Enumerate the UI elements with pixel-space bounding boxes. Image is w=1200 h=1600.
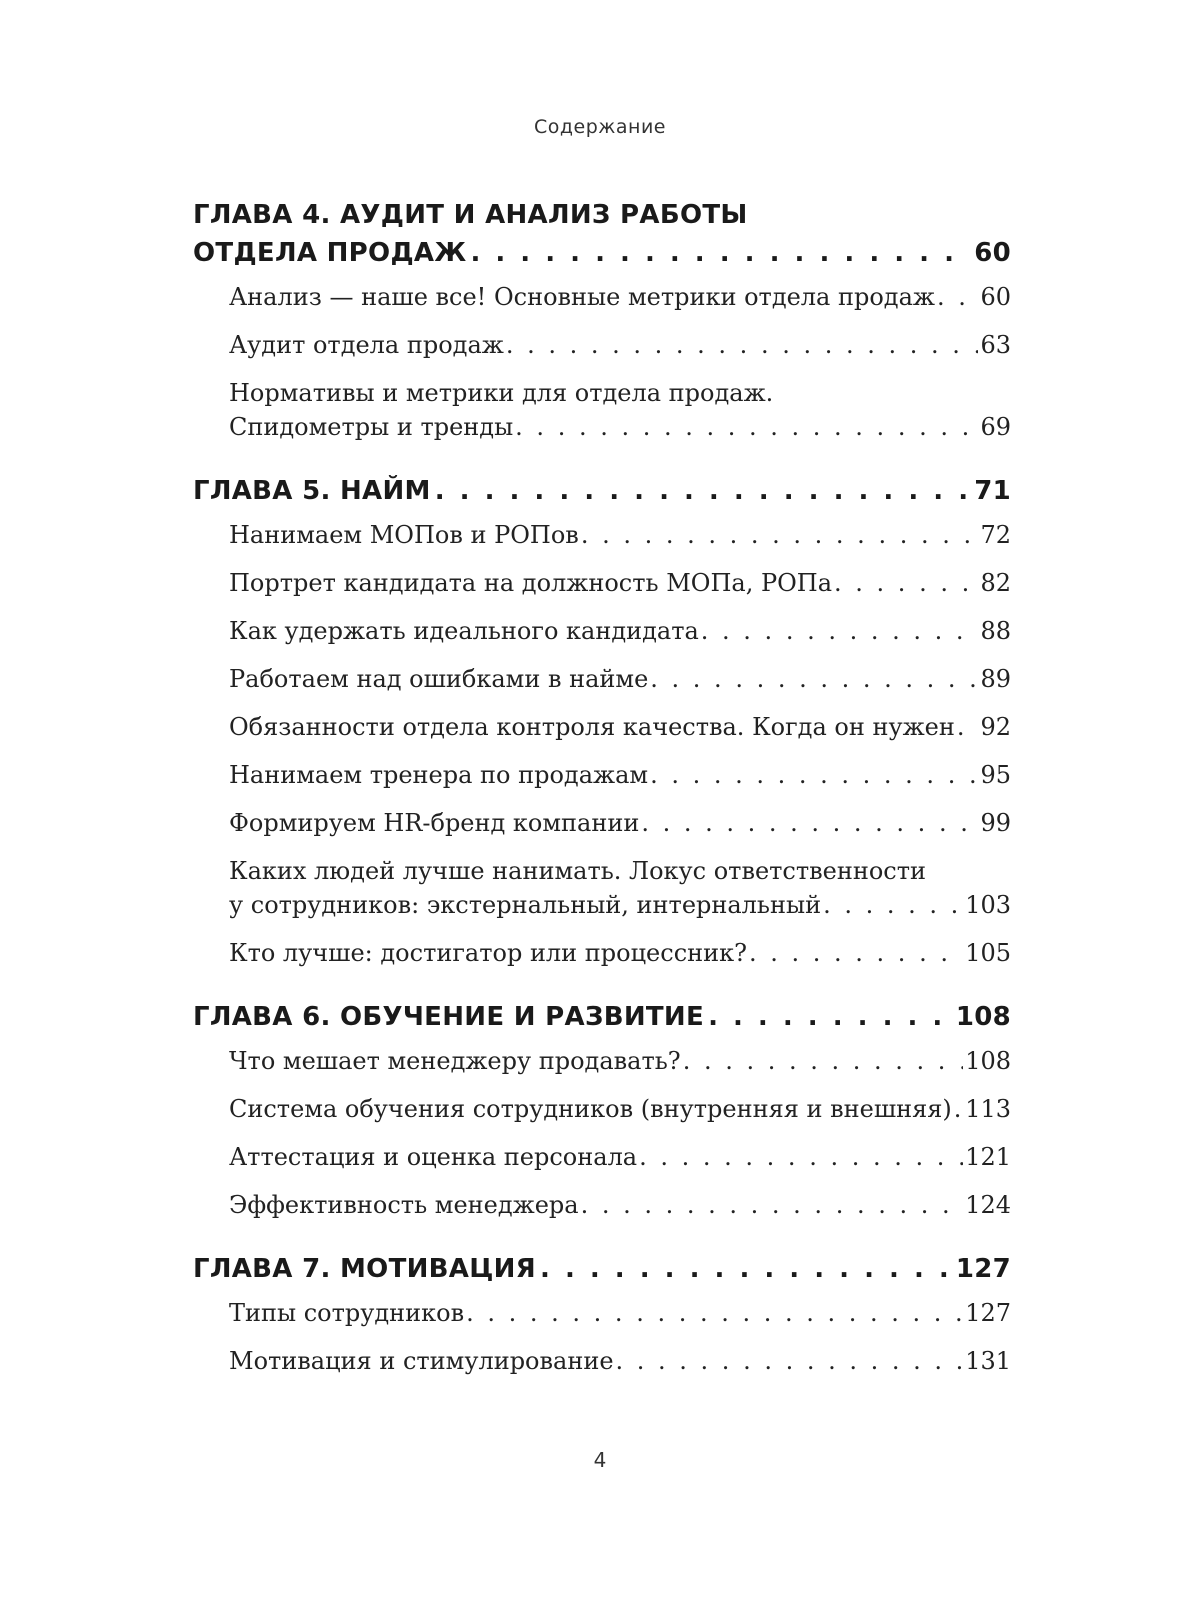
- section-title: Нанимаем тренера по продажам: [229, 761, 649, 789]
- toc-section[interactable]: [229, 566, 1011, 600]
- section-title: Как удержать идеального кандидата: [229, 617, 699, 645]
- section-list: [193, 518, 1011, 970]
- toc-section[interactable]: [229, 1044, 1011, 1078]
- dot-leader: [749, 936, 963, 970]
- section-title: Портрет кандидата на должность МОПа, РОПа: [229, 569, 833, 597]
- toc-section[interactable]: [229, 806, 1011, 840]
- chapter-page-number: 127: [955, 1254, 1011, 1284]
- chapter-title: ГЛАВА 6. ОБУЧЕНИЕ И РАЗВИТИЕ: [193, 1002, 705, 1032]
- page-number: 4: [593, 1448, 607, 1472]
- toc-section[interactable]: [229, 328, 1011, 362]
- section-list: [193, 1296, 1011, 1378]
- chapter-title: ГЛАВА 7. МОТИВАЦИЯ: [193, 1254, 537, 1284]
- toc-section[interactable]: [229, 854, 1011, 922]
- section-title: Что мешает менеджеру продавать?: [229, 1047, 681, 1075]
- dot-leader: [954, 1092, 963, 1126]
- section-title: Система обучения сотрудников (внутренняя и внешняя): [229, 1095, 952, 1123]
- dot-leader: [639, 1140, 963, 1174]
- section-title: у сотрудников: экстернальный, интернальный: [229, 891, 822, 919]
- toc-section[interactable]: [229, 1296, 1011, 1330]
- dot-leader: [834, 566, 978, 600]
- section-title-line: Каких людей лучше нанимать. Локус ответственности: [229, 857, 927, 885]
- section-page-number: 121: [965, 1143, 1011, 1171]
- dot-leader: [515, 410, 978, 444]
- running-header: Содержание: [534, 116, 666, 138]
- chapter-entry[interactable]: [193, 234, 1011, 272]
- chapter-entry[interactable]: [193, 472, 1011, 510]
- toc-section[interactable]: [229, 662, 1011, 696]
- dot-leader: [650, 662, 978, 696]
- chapter-title-line: ГЛАВА 4. АУДИТ И АНАЛИЗ РАБОТЫ: [193, 200, 748, 230]
- section-title: Формируем HR-бренд компании: [229, 809, 640, 837]
- section-title: Обязанности отдела контроля качества. Когда он нужен: [229, 713, 955, 741]
- chapter-page-number: 60: [974, 238, 1011, 268]
- chapter-7: [193, 1250, 1011, 1378]
- chapter-page-number: 71: [974, 476, 1011, 506]
- chapter-entry[interactable]: [193, 1250, 1011, 1288]
- section-page-number: 103: [965, 891, 1011, 919]
- toc-section[interactable]: [229, 758, 1011, 792]
- section-title-line: Нормативы и метрики для отдела продаж.: [229, 379, 774, 407]
- toc-section[interactable]: [229, 614, 1011, 648]
- section-page-number: 60: [980, 283, 1011, 311]
- section-title: Аудит отдела продаж: [229, 331, 504, 359]
- chapter-title: ГЛАВА 5. НАЙМ: [193, 476, 431, 506]
- dot-leader: [616, 1344, 964, 1378]
- dot-leader: [581, 518, 979, 552]
- section-page-number: 69: [980, 413, 1011, 441]
- section-page-number: 108: [965, 1047, 1011, 1075]
- toc-section[interactable]: [229, 1092, 1011, 1126]
- section-page-number: 63: [980, 331, 1011, 359]
- toc-section[interactable]: [229, 1140, 1011, 1174]
- section-page-number: 131: [965, 1347, 1011, 1375]
- dot-leader: [581, 1188, 964, 1222]
- dot-leader: [708, 998, 952, 1036]
- section-title: Спидометры и тренды: [229, 413, 514, 441]
- section-title: Кто лучше: достигатор или процессник?: [229, 939, 747, 967]
- toc-section[interactable]: [229, 1188, 1011, 1222]
- section-page-number: 99: [980, 809, 1011, 837]
- toc-section[interactable]: [229, 280, 1011, 314]
- section-page-number: 92: [980, 713, 1011, 741]
- toc-section[interactable]: [229, 518, 1011, 552]
- dot-leader: [540, 1250, 952, 1288]
- section-list: [193, 280, 1011, 444]
- section-title: Анализ — наше все! Основные метрики отдела продаж: [229, 283, 935, 311]
- dot-leader: [466, 1296, 963, 1330]
- section-page-number: 127: [965, 1299, 1011, 1327]
- dot-leader: [470, 234, 970, 272]
- section-page-number: 113: [965, 1095, 1011, 1123]
- chapter-5: [193, 472, 1011, 970]
- section-page-number: 105: [965, 939, 1011, 967]
- dot-leader: [683, 1044, 964, 1078]
- section-title: Нанимаем МОПов и РОПов: [229, 521, 579, 549]
- dot-leader: [650, 758, 978, 792]
- dot-leader: [823, 888, 963, 922]
- chapter-4: [193, 196, 1011, 444]
- dot-leader: [506, 328, 979, 362]
- toc-section[interactable]: [229, 936, 1011, 970]
- section-title: Мотивация и стимулирование: [229, 1347, 614, 1375]
- chapter-6: [193, 998, 1011, 1222]
- section-title: Типы сотрудников: [229, 1299, 465, 1327]
- toc-section[interactable]: [229, 376, 1011, 444]
- chapter-entry[interactable]: [193, 998, 1011, 1036]
- toc-section[interactable]: [229, 710, 1011, 744]
- section-page-number: 88: [980, 617, 1011, 645]
- section-page-number: 72: [980, 521, 1011, 549]
- toc-section[interactable]: [229, 1344, 1011, 1378]
- chapter-title: ОТДЕЛА ПРОДАЖ: [193, 238, 467, 268]
- dot-leader: [937, 280, 979, 314]
- section-title: Работаем над ошибками в найме: [229, 665, 649, 693]
- section-title: Эффективность менеджера: [229, 1191, 579, 1219]
- chapter-page-number: 108: [955, 1002, 1011, 1032]
- dot-leader: [701, 614, 979, 648]
- dot-leader: [641, 806, 978, 840]
- section-page-number: 95: [980, 761, 1011, 789]
- section-page-number: 82: [980, 569, 1011, 597]
- section-list: [193, 1044, 1011, 1222]
- table-of-contents: [193, 196, 1011, 1406]
- section-page-number: 124: [965, 1191, 1011, 1219]
- dot-leader: [957, 710, 979, 744]
- section-page-number: 89: [980, 665, 1011, 693]
- dot-leader: [435, 472, 970, 510]
- section-title: Аттестация и оценка персонала: [229, 1143, 638, 1171]
